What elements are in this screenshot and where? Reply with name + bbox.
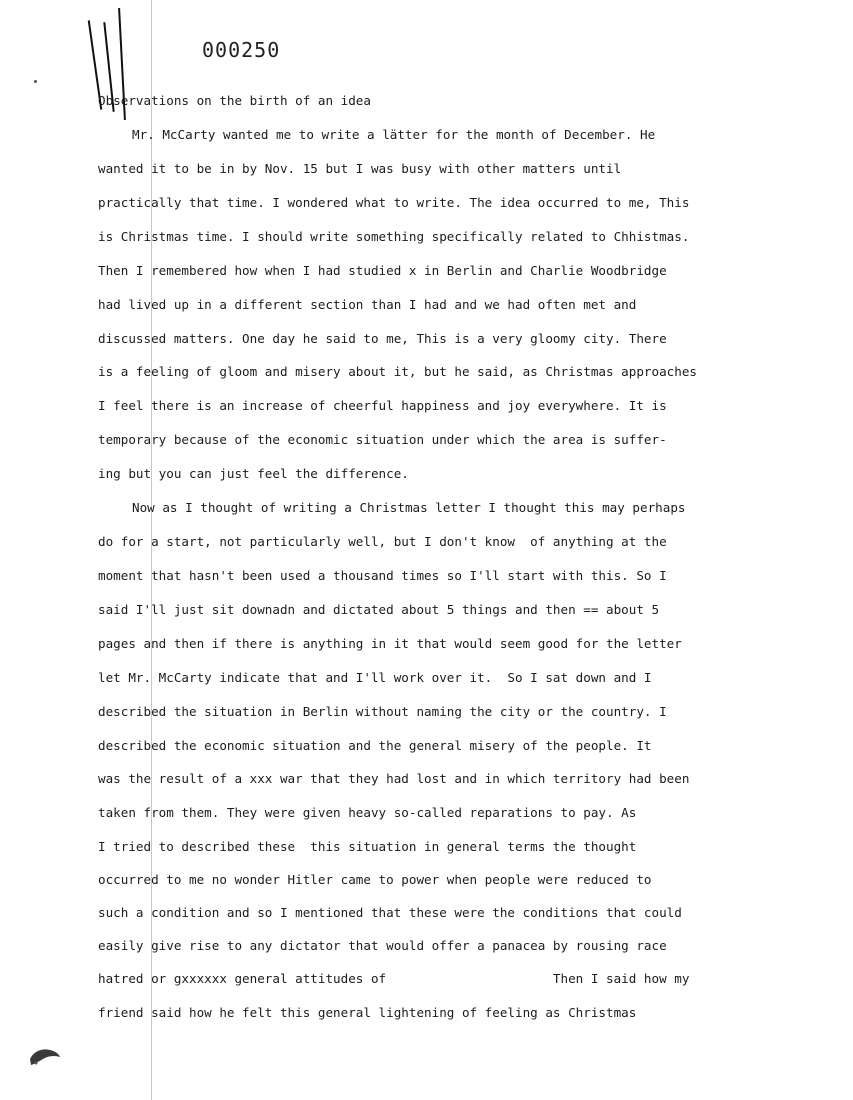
text-line: I tried to described these this situation in general terms the thought [98, 839, 637, 854]
text-line: discussed matters. One day he said to me, This is a very gloomy city. There [98, 331, 667, 346]
text-line: described the situation in Berlin without naming the city or the country. I [98, 704, 667, 719]
text-line: said I'll just sit downadn and dictated about 5 things and then == about 5 [98, 602, 660, 617]
text-line: let Mr. McCarty indicate that and I'll work over it. So I sat down and I [98, 670, 652, 685]
text-line: wanted it to be in by Nov. 15 but I was busy with other matters until [98, 161, 622, 176]
text-line: Then I remembered how when I had studied x in Berlin and Charlie Woodbridge [98, 263, 667, 278]
text-line: had lived up in a different section than I had and we had often met and [98, 297, 637, 312]
text-line: temporary because of the economic situation under which the area is suffer- [98, 432, 667, 447]
text-line: Mr. McCarty wanted me to write a lätter for the month of December. He [132, 127, 656, 142]
text-line: easily give rise to any dictator that would offer a panacea by rousing race [98, 938, 667, 953]
ink-smudge [28, 1045, 62, 1067]
text-line: Now as I thought of writing a Christmas letter I thought this may perhaps [132, 500, 686, 515]
text-line: such a condition and so I mentioned that these were the conditions that could [98, 905, 682, 920]
text-line: friend said how he felt this general lightening of feeling as Christmas [98, 1005, 637, 1020]
text-line: taken from them. They were given heavy so-called reparations to pay. As [98, 805, 637, 820]
text-line: moment that hasn't been used a thousand times so I'll start with this. So I [98, 568, 667, 583]
text-line: do for a start, not particularly well, but I don't know of anything at the [98, 534, 667, 549]
document-number: 000250 [202, 38, 281, 62]
text-line: ing but you can just feel the difference. [98, 466, 409, 481]
text-line: described the economic situation and the general misery of the people. It [98, 738, 652, 753]
text-line: occurred to me no wonder Hitler came to power when people were reduced to [98, 872, 652, 887]
text-line: practically that time. I wondered what to write. The idea occurred to me, This [98, 195, 690, 210]
text-line: pages and then if there is anything in it that would seem good for the letter [98, 636, 682, 651]
document-title: Observations on the birth of an idea [98, 93, 371, 108]
text-line: is Christmas time. I should write something specifically related to Chhistmas. [98, 229, 690, 244]
text-line: hatred or gxxxxxx general attitudes of Then I said how my [98, 971, 690, 986]
paper-speck [34, 80, 37, 83]
text-line: is a feeling of gloom and misery about it, but he said, as Christmas approaches [98, 364, 697, 379]
text-line: was the result of a xxx war that they had lost and in which territory had been [98, 771, 690, 786]
text-line: I feel there is an increase of cheerful happiness and joy everywhere. It is [98, 398, 667, 413]
